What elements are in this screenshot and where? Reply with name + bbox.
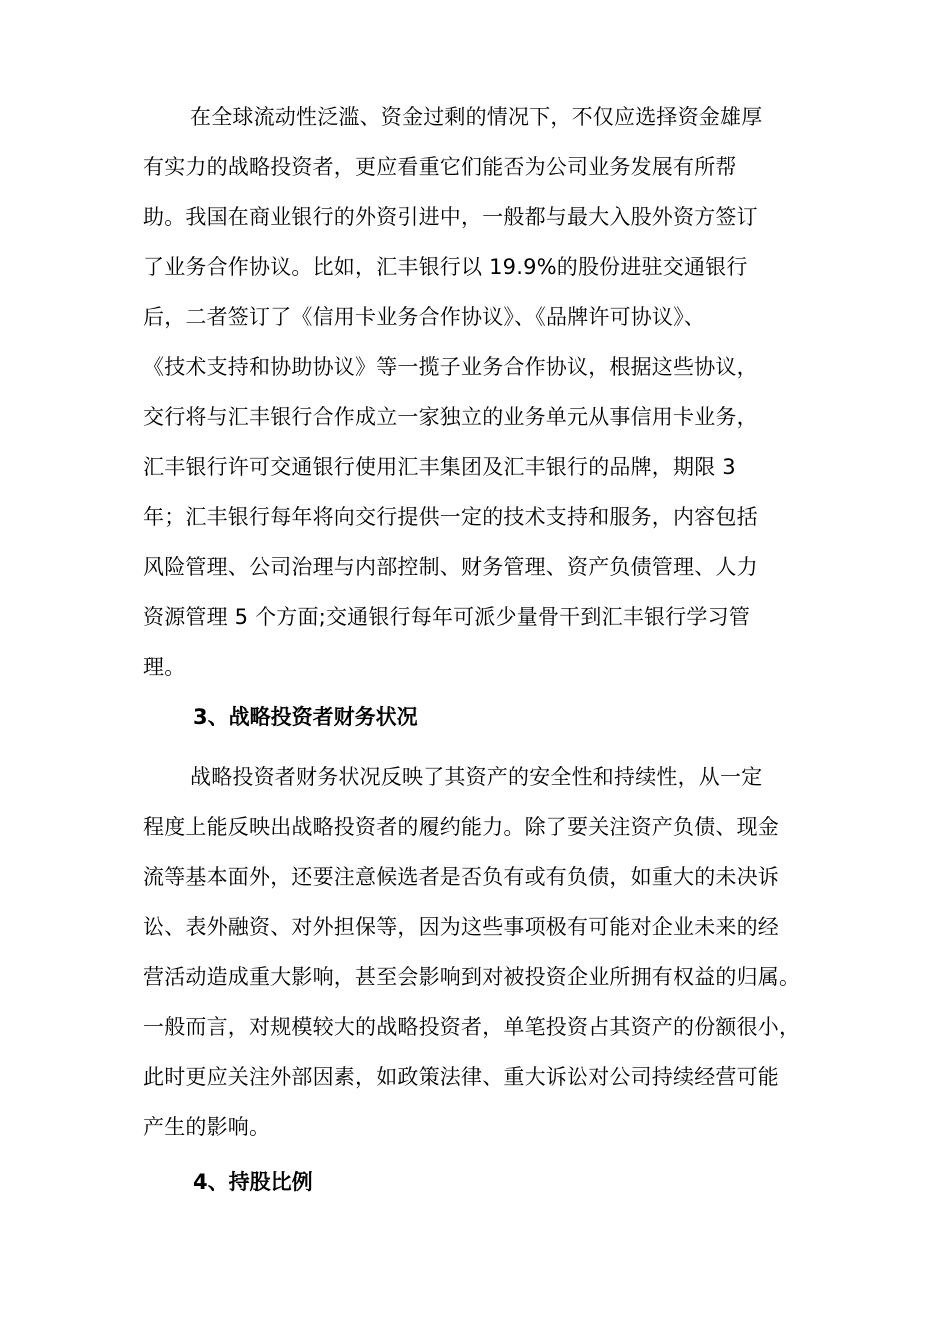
paragraph-line: 一般而言，对规模较大的战略投资者，单笔投资占其资产的份额很小， (143, 1015, 801, 1039)
paragraph-line: 助。我国在商业银行的外资引进中，一般都与最大入股外资方签订 (143, 205, 758, 229)
paragraph-line: 讼、表外融资、对外担保等，因为这些事项极有可能对企业未来的经 (143, 915, 779, 939)
paragraph-line: 在全球流动性泛滥、资金过剩的情况下，不仅应选择资金雄厚 (190, 105, 763, 129)
section-heading: 4、持股比例 (193, 1170, 313, 1194)
paragraph-line: 程度上能反映出战略投资者的履约能力。除了要关注资产负债、现金 (143, 815, 779, 839)
paragraph-line: 流等基本面外，还要注意候选者是否负有或有负债，如重大的未决诉 (143, 865, 779, 889)
section-heading: 3、战略投资者财务状况 (193, 705, 418, 729)
paragraph-line: 此时更应关注外部因素，如政策法律、重大诉讼对公司持续经营可能 (143, 1065, 779, 1089)
paragraph-line: 理。 (143, 655, 186, 679)
paragraph-line: 汇丰银行许可交通银行使用汇丰集团及汇丰银行的品牌，期限 3 (143, 455, 736, 479)
paragraph-line: 后，二者签订了《信用卡业务合作协议》、《品牌许可协议》、 (143, 305, 706, 329)
paragraph-line: 《技术支持和协助协议》等一揽子业务合作协议，根据这些协议， (143, 355, 758, 379)
paragraph-line: 有实力的战略投资者，更应看重它们能否为公司业务发展有所帮 (143, 155, 737, 179)
paragraph-line: 年；汇丰银行每年将向交行提供一定的技术支持和服务，内容包括 (143, 505, 758, 529)
paragraph-line: 战略投资者财务状况反映了其资产的安全性和持续性，从一定 (190, 765, 763, 789)
paragraph-line: 交行将与汇丰银行合作成立一家独立的业务单元从事信用卡业务， (143, 405, 758, 429)
paragraph-line: 资源管理 5 个方面;交通银行每年可派少量骨干到汇丰银行学习管 (143, 605, 750, 629)
paragraph-line: 产生的影响。 (143, 1115, 271, 1139)
paragraph-line: 风险管理、公司治理与内部控制、财务管理、资产负债管理、人力 (143, 555, 758, 579)
paragraph-line: 营活动造成重大影响，甚至会影响到对被投资企业所拥有权益的归属。 (143, 965, 801, 989)
paragraph-line: 了业务合作协议。比如，汇丰银行以 19.9%的股份进驻交通银行 (143, 255, 748, 279)
